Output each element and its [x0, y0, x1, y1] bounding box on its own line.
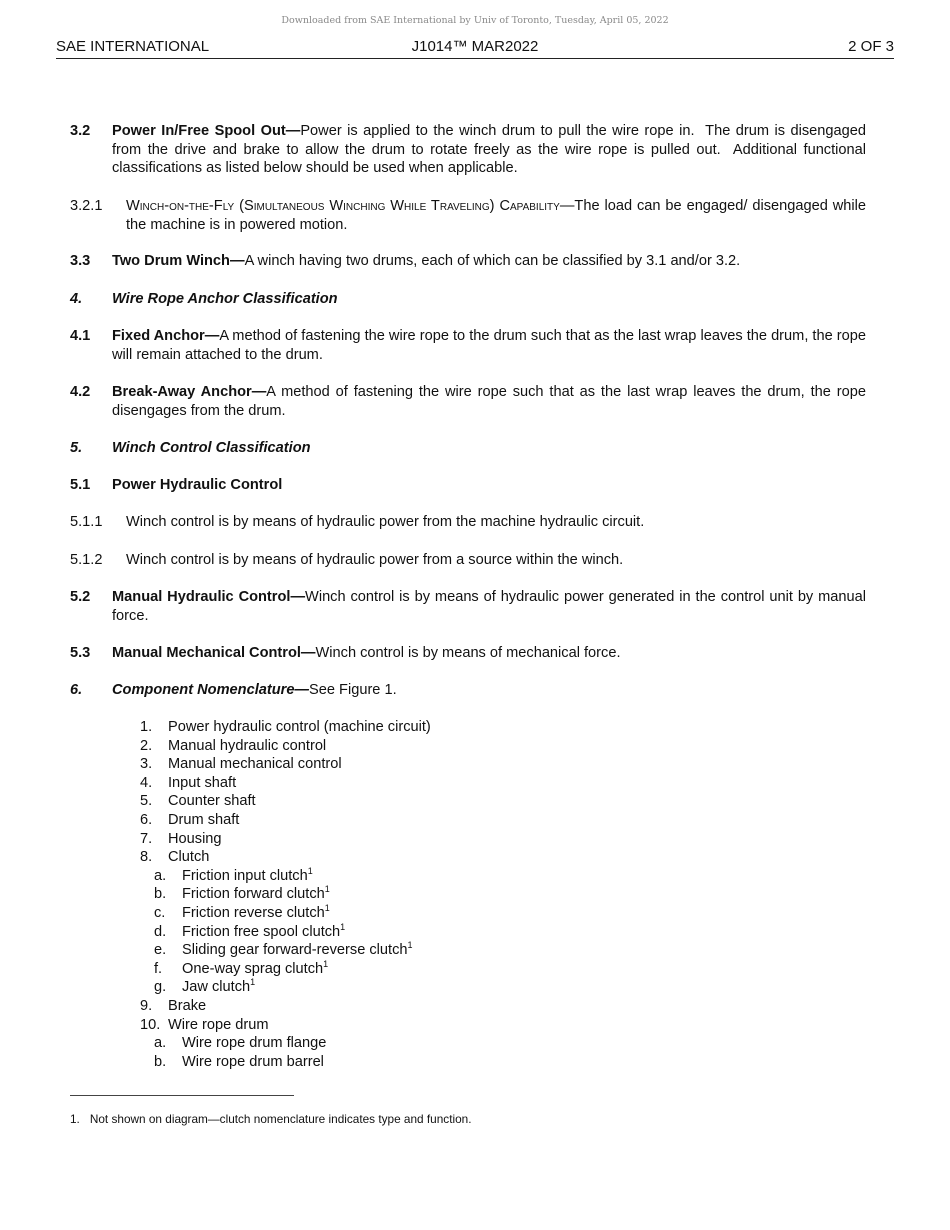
component-subitem	[140, 867, 640, 886]
component-text: Housing	[168, 830, 222, 847]
section-number: 3.2	[70, 123, 91, 139]
component-label	[182, 1034, 326, 1053]
component-text: Wire rope drum	[168, 1016, 269, 1033]
component-text: Sliding gear forward-reverse clutch	[182, 942, 408, 959]
section-5-heading	[70, 439, 866, 458]
section-number: 5.	[70, 440, 83, 456]
section-title: Two Drum Winch—	[112, 253, 245, 269]
component-number: 7.	[140, 830, 153, 847]
section-5-1-1	[70, 513, 866, 532]
section-3-3	[70, 252, 866, 271]
component-item	[140, 718, 640, 737]
header-publisher: SAE INTERNATIONAL	[56, 38, 210, 55]
section-number: 3.3	[70, 253, 91, 269]
section-number: 5.2	[70, 589, 91, 605]
section-text: —The load can be engaged/ disengaged while the machine is in powered motion.	[126, 198, 866, 233]
component-number: 1.	[140, 719, 153, 735]
section-5-3	[70, 644, 866, 663]
component-number: 9.	[140, 997, 153, 1014]
component-number: 8.	[140, 849, 153, 866]
section-6-heading	[70, 681, 866, 700]
section-text: A method of fastening the wire rope such that as the last wrap leaves the drum, the rope disengages from the drum.	[112, 384, 866, 419]
section-title: Fixed Anchor—	[112, 328, 220, 344]
footnote-number: 1.	[70, 1112, 80, 1126]
component-item	[140, 774, 640, 793]
component-label	[182, 1053, 324, 1072]
footnote-marker: 1	[340, 921, 346, 932]
footnote	[70, 1112, 472, 1126]
section-title: Manual Mechanical Control—	[112, 645, 316, 661]
component-item	[140, 755, 640, 774]
section-title: Power Hydraulic Control	[112, 477, 283, 493]
component-text: Drum shaft	[168, 811, 240, 828]
section-title: Power In/Free Spool Out—	[112, 123, 301, 139]
component-text: Wire rope drum flange	[182, 1035, 327, 1052]
section-title: Component Nomenclature—	[112, 682, 310, 698]
section-number: 5.1	[70, 477, 91, 493]
component-label	[168, 830, 222, 849]
component-text: Input shaft	[168, 774, 237, 791]
footnote-marker: 1	[323, 958, 329, 969]
component-text: One-way sprag clutch	[182, 960, 324, 977]
component-number: f.	[154, 960, 163, 977]
component-label	[182, 941, 413, 960]
download-notice: Downloaded from SAE International by Univ of Toronto, Tuesday, April 05, 2022	[281, 15, 669, 26]
section-4-heading	[70, 290, 866, 309]
component-text: Friction input clutch	[182, 867, 308, 884]
component-list	[140, 718, 640, 1071]
section-text: Winch control is by means of hydraulic power from a source within the winch.	[126, 552, 624, 568]
component-label	[168, 774, 236, 793]
component-number: 10.	[140, 1016, 161, 1033]
section-title: Winch-on-the-Fly (Simultaneous Winching While Traveling) Capability	[126, 198, 560, 214]
component-number: 3.	[140, 756, 153, 773]
section-text: Power is applied to the winch drum to pull the wire rope in. The drum is disengaged from the drive and brake to allow the drum to rotate freely as the wire rope is pulled out. Additional functional classifications as listed below should be used when applicable.	[112, 123, 866, 176]
footnote-marker: 1	[307, 865, 313, 876]
section-text: Winch control is by means of hydraulic power generated in the control unit by manual force.	[112, 589, 866, 624]
section-5-1-2	[70, 551, 866, 570]
component-label	[168, 718, 431, 737]
section-5-1	[70, 476, 866, 495]
component-subitem	[140, 923, 640, 942]
component-label	[182, 960, 328, 979]
section-title: Break-Away Anchor—	[112, 384, 267, 400]
footnote-marker: 1	[407, 940, 413, 951]
component-number: b.	[154, 886, 167, 903]
section-number: 5.3	[70, 645, 91, 661]
component-item	[140, 811, 640, 830]
component-text: Manual hydraulic control	[168, 737, 327, 754]
component-label	[168, 792, 256, 811]
component-number: 5.	[140, 793, 153, 810]
component-subitem	[140, 978, 640, 997]
component-subitem	[140, 885, 640, 904]
component-subitem	[140, 904, 640, 923]
component-number: 6.	[140, 811, 153, 828]
footnote-marker: 1	[250, 977, 256, 988]
component-label	[168, 811, 239, 830]
component-item	[140, 792, 640, 811]
section-number: 4.2	[70, 384, 91, 400]
component-text: Jaw clutch	[182, 979, 251, 996]
component-label	[168, 848, 209, 867]
footnote-marker: 1	[324, 902, 330, 913]
component-text: Brake	[168, 997, 207, 1014]
section-number: 4.1	[70, 328, 91, 344]
section-number: 5.1.1	[70, 514, 103, 530]
component-label	[168, 737, 326, 756]
component-number: 4.	[140, 774, 153, 791]
section-number: 5.1.2	[70, 552, 103, 568]
component-text: Friction free spool clutch	[182, 923, 341, 940]
component-label	[182, 885, 330, 904]
component-label	[182, 867, 313, 886]
component-text: Manual mechanical control	[168, 756, 342, 773]
header-document-id: J1014™ MAR2022	[411, 38, 539, 55]
component-item	[140, 997, 640, 1016]
component-number: a.	[154, 1035, 167, 1052]
component-label	[168, 755, 342, 774]
section-text: See Figure 1.	[309, 682, 397, 698]
component-label	[182, 904, 330, 923]
section-number: 3.2.1	[70, 198, 103, 214]
component-text: Clutch	[168, 849, 210, 866]
component-number: 2.	[140, 737, 153, 754]
component-number: a.	[154, 867, 167, 884]
section-text: Winch control is by means of hydraulic power from the machine hydraulic circuit.	[126, 514, 645, 530]
section-text: A winch having two drums, each of which can be classified by 3.1 and/or 3.2.	[244, 253, 741, 269]
component-item	[140, 1016, 640, 1035]
section-text: Winch control is by means of mechanical force.	[315, 645, 621, 661]
section-title: Wire Rope Anchor Classification	[112, 291, 338, 307]
component-item	[140, 830, 640, 849]
component-text: Power hydraulic control (machine circuit)	[168, 719, 431, 735]
footnote-divider	[70, 1095, 294, 1096]
section-3-2	[70, 122, 866, 178]
section-4-2	[70, 383, 866, 420]
component-subitem	[140, 1053, 640, 1072]
component-text: Friction reverse clutch	[182, 904, 325, 921]
component-label	[168, 1016, 269, 1035]
component-number: c.	[154, 904, 166, 921]
component-text: Wire rope drum barrel	[182, 1053, 324, 1070]
component-text: Friction forward clutch	[182, 886, 325, 903]
header-page-number: 2 OF 3	[848, 38, 894, 55]
section-number: 4.	[70, 291, 83, 307]
component-label	[182, 923, 345, 942]
component-item	[140, 848, 640, 867]
component-number: g.	[154, 979, 167, 996]
component-item	[140, 737, 640, 756]
component-label	[168, 997, 206, 1016]
section-text: A method of fastening the wire rope to the drum such that as the last wrap leaves the drum, the rope will remain attached to the drum.	[112, 328, 866, 363]
component-label	[182, 978, 255, 997]
footnote-text: Not shown on diagram—clutch nomenclature indicates type and function.	[89, 1112, 472, 1126]
component-number: b.	[154, 1053, 167, 1070]
section-4-1	[70, 327, 866, 364]
footnote-marker: 1	[324, 884, 330, 895]
page-header	[56, 38, 894, 59]
component-subitem	[140, 941, 640, 960]
component-text: Counter shaft	[168, 793, 256, 810]
section-3-2-1	[70, 197, 866, 234]
component-number: e.	[154, 942, 167, 959]
component-subitem	[140, 960, 640, 979]
section-title: Manual Hydraulic Control—	[112, 589, 306, 605]
section-number: 6.	[70, 682, 83, 698]
component-subitem	[140, 1034, 640, 1053]
component-number: d.	[154, 923, 167, 940]
section-5-2	[70, 588, 866, 625]
section-title: Winch Control Classification	[112, 440, 311, 456]
